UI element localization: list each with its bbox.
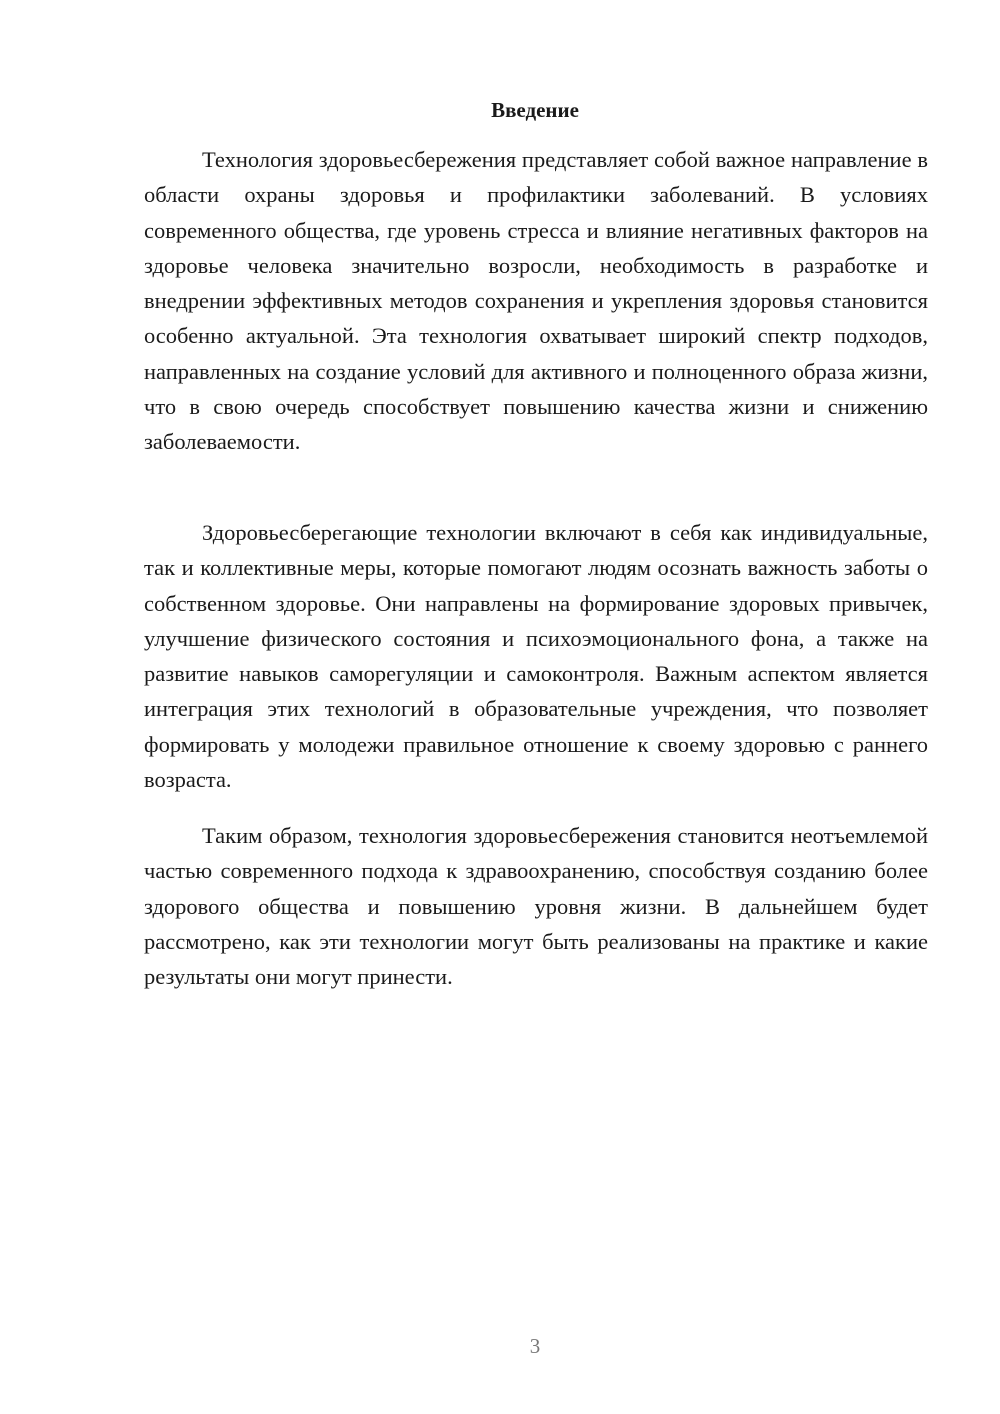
page-number: 3 [529, 1334, 541, 1358]
paragraph-2: Здоровьесберегающие технологии включают в себя как индивидуальные, так и коллективные меры, которые помогают людям осознать важность заботы о собственном здоровье. Они направлены на формирование здоровых привычек, улучшение физического состояния и психоэмоционального фона, а также на развитие навыков саморегуляции и самоконтроля. Важным аспектом является интеграция этих технологий в образовательные учреждения, что позволяет формировать у молодежи правильное отношение к своему здоровью с раннего возраста. [144, 520, 928, 793]
paragraph-3: Таким образом, технология здоровьесбережения становится неотъемлемой частью современного подхода к здравоохранению, способствуя созданию более здорового общества и повышению уровня жизни. В дальнейшем будет рассмотрено, как эти технологии могут быть реализованы на практике и какие результаты они могут принести. [144, 823, 928, 990]
section-title: Введение [491, 98, 579, 122]
paragraph-1: Технология здоровьесбережения представляет собой важное направление в области охраны здоровья и профилактики заболеваний. В условиях современного общества, где уровень стресса и влияние негативных факторов на здоровье человека значительно возросли, необходимость в разработке и внедрении эффективных методов сохранения и укрепления здоровья становится особенно актуальной. Эта технология охватывает широкий спектр подходов, направленных на создание условий для активного и полноценного образа жизни, что в свою очередь способствует повышению качества жизни и снижению заболеваемости. [144, 147, 928, 455]
